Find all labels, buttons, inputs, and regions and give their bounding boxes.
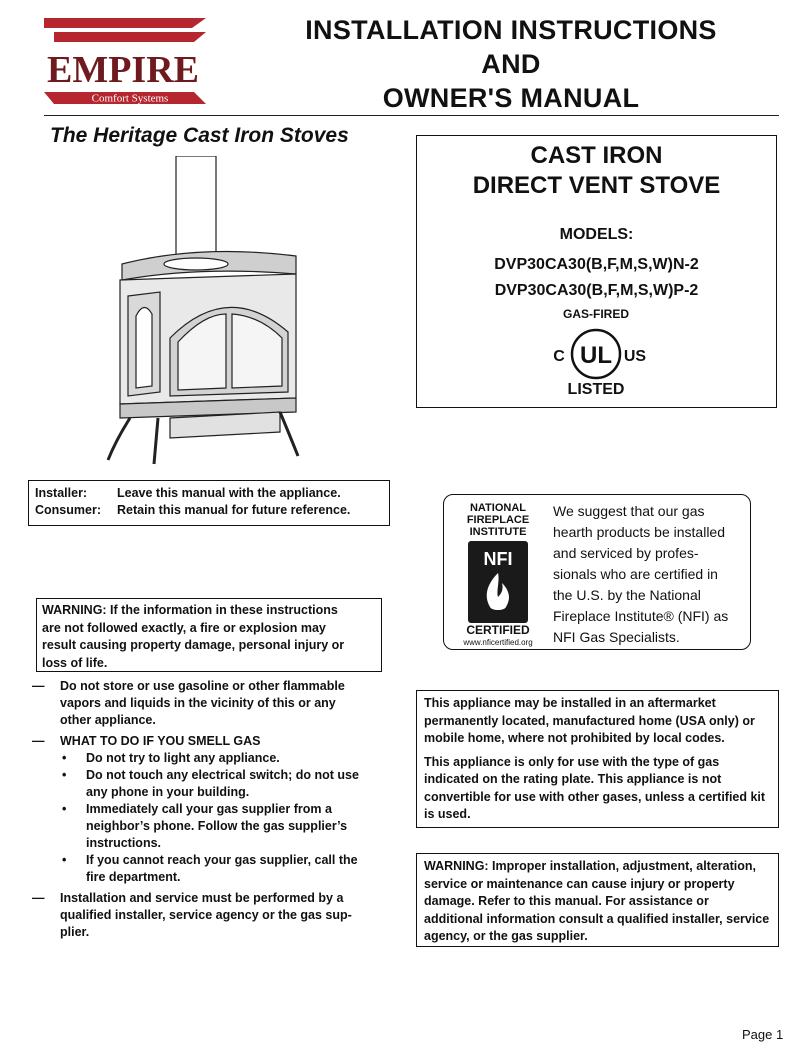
header-line-3: OWNER'S MANUAL <box>382 83 640 113</box>
bullet-item: • Immediately call your gas supplier from a neighbor’s phone. Follow the gas supplier’s instructions. <box>62 802 348 850</box>
bullet-marker: • <box>62 853 67 867</box>
header-rule <box>44 115 779 116</box>
nfi-text-line: sionals who are certified in <box>553 566 718 582</box>
svg-text:GAS-FIRED: GAS-FIRED <box>563 307 629 321</box>
logo-tagline: Comfort Systems <box>91 92 169 105</box>
model-number-2: DVP30CA30(B,F,M,S,W)P-2 <box>494 282 699 299</box>
svg-text:NATIONAL: NATIONAL <box>469 502 527 514</box>
appliance-para-1: This appliance may be installed in an aftermarket permanently located, manufactured home (USA only) or mobile home, where not prohibited by local codes. <box>424 696 755 745</box>
warning-line: loss of life. <box>42 655 108 670</box>
model-number-1: DVP30CA30(B,F,M,S,W)N-2 <box>494 256 699 273</box>
gas-smell-heading: WHAT TO DO IF YOU SMELL GAS <box>60 734 261 748</box>
nfi-text-line: hearth products be installed <box>553 524 725 540</box>
instruction-item: — Installation and service must be performed by a qualified installer, service agency or the gas sup- plier. <box>32 891 352 939</box>
svg-text:LISTED: LISTED <box>567 381 625 398</box>
nfi-text-line: the U.S. by the National <box>553 587 701 603</box>
nfi-text-line: and serviced by profes- <box>553 545 699 561</box>
warning-line: result causing property damage, personal injury or <box>42 638 345 652</box>
subtitle: The Heritage Cast Iron Stoves <box>50 124 349 147</box>
consumer-label: Consumer: <box>35 503 101 517</box>
instruction-item <box>32 733 387 750</box>
instruction-item: — Do not store or use gasoline or other flammable vapors and liquids in the vicinity of this or any other appliance. <box>32 679 345 727</box>
bullet-marker: • <box>62 751 67 765</box>
svg-text:INSTITUTE: INSTITUTE <box>469 526 527 538</box>
title-box <box>416 135 777 408</box>
svg-text:NFI: NFI <box>483 549 513 569</box>
safety-instructions <box>32 678 387 945</box>
appliance-para-2: This appliance is only for use with the type of gas indicated on the rating plate. This appliance is not convertible for use with other gases, unless a certified kit is used. <box>424 754 766 821</box>
ul-listed-mark <box>541 306 651 398</box>
models-label: MODELS: <box>559 226 634 243</box>
fire-explosion-warning <box>36 598 382 672</box>
title-line-2: DIRECT VENT STOVE <box>472 172 721 199</box>
dash-marker: — <box>32 891 45 905</box>
dash-marker: — <box>32 734 45 748</box>
bullet-item: • If you cannot reach your gas supplier, call the fire department. <box>62 853 358 884</box>
installer-label: Installer: <box>35 486 88 500</box>
svg-text:FIREPLACE: FIREPLACE <box>466 514 530 526</box>
title-line-1: CAST IRON <box>530 142 663 169</box>
svg-text:C: C <box>553 348 565 365</box>
logo-brand: EMPIRE <box>47 49 199 91</box>
bullet-item: • Do not try to light any appliance. <box>62 751 280 765</box>
nfi-text-line: Fireplace Institute® (NFI) as <box>553 608 729 624</box>
bullet-marker: • <box>62 768 67 782</box>
stove-illustration <box>100 156 312 468</box>
consumer-text: Retain this manual for future reference. <box>117 503 351 517</box>
nfi-text-line: NFI Gas Specialists. <box>553 629 680 645</box>
nfi-certified-logo <box>456 499 540 647</box>
dash-marker: — <box>32 679 45 693</box>
bullet-item: • Do not touch any electrical switch; do not use any phone in your building. <box>62 768 359 799</box>
svg-text:US: US <box>623 348 647 365</box>
svg-text:CERTIFIED: CERTIFIED <box>466 623 530 637</box>
bullet-marker: • <box>62 802 67 816</box>
installer-text: Leave this manual with the appliance. <box>117 486 341 500</box>
appliance-info-box <box>416 690 779 828</box>
improper-installation-warning: WARNING: Improper installation, adjustment, alteration, service or maintenance can cause injury or property damage. Refer to this manual. For assistance or additional information consult a qualified installer, service agency, or the gas supplier. <box>416 853 779 947</box>
warning-line: WARNING: If the information in these instructions <box>42 603 338 617</box>
installer-consumer-box <box>28 480 390 526</box>
empire-logo <box>44 16 206 108</box>
warning-line: are not followed exactly, a fire or explosion may <box>42 620 326 635</box>
svg-text:UL: UL <box>580 342 612 369</box>
nfi-box <box>443 494 751 650</box>
header-line-1: INSTALLATION INSTRUCTIONS <box>305 15 717 45</box>
svg-text:www.nficertified.org: www.nficertified.org <box>463 638 533 647</box>
nfi-text <box>553 501 745 648</box>
header-line-2: AND <box>481 49 541 79</box>
nfi-text-line: We suggest that our gas <box>553 503 705 519</box>
page-number: Page 1 <box>742 1027 784 1042</box>
